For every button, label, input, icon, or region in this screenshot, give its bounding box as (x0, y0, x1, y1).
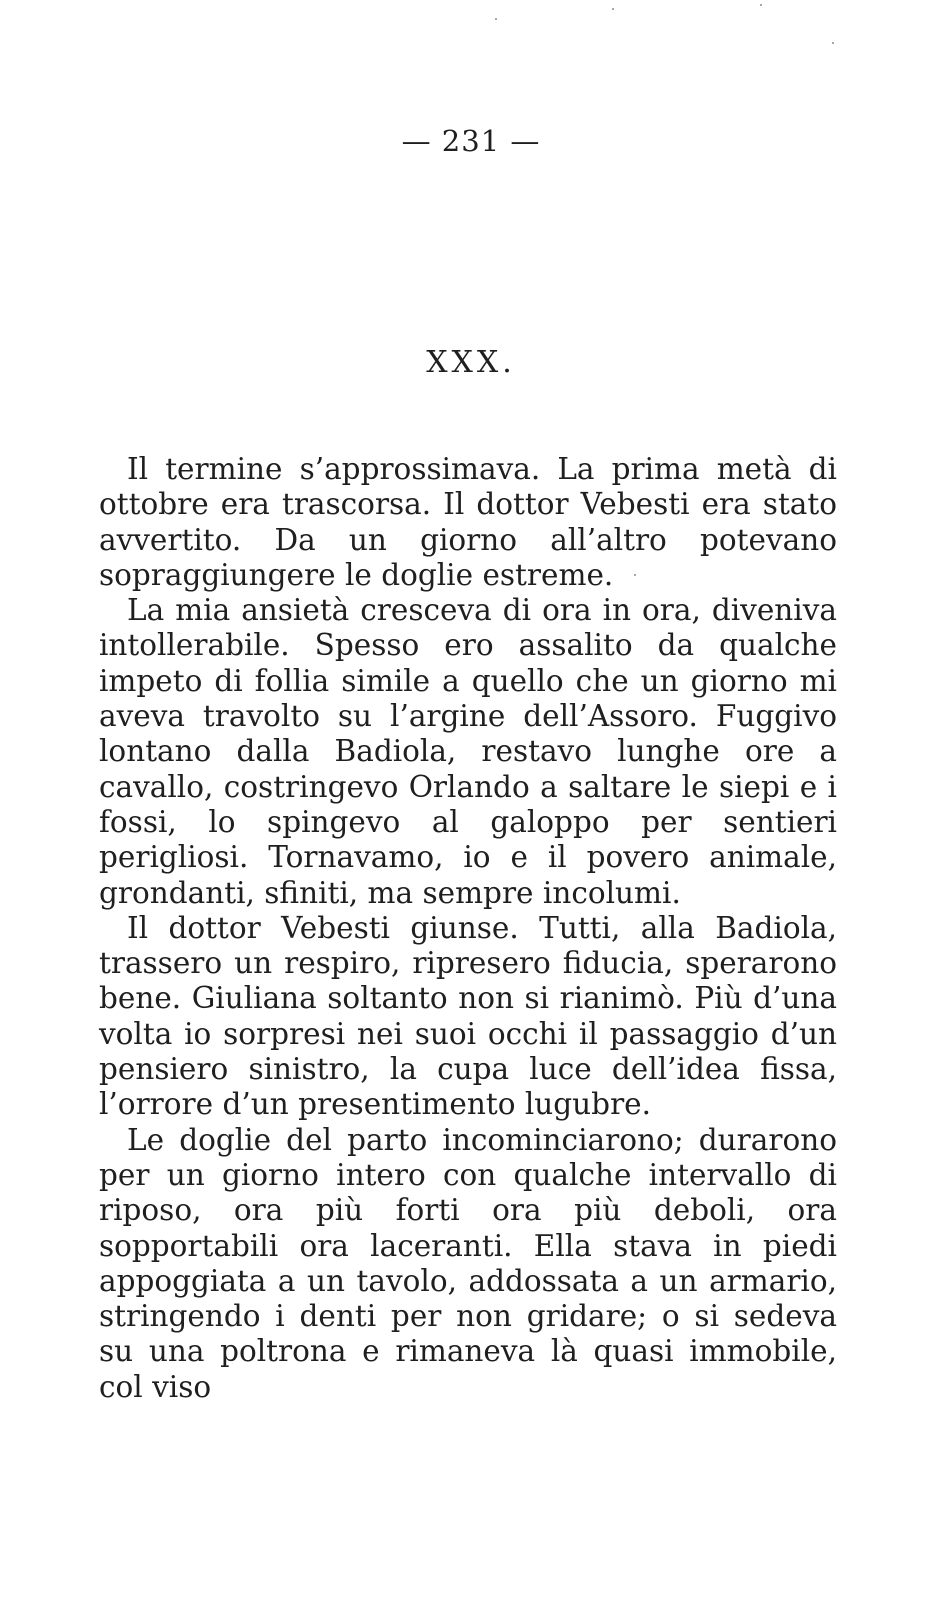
paper-speck (760, 4, 762, 6)
paragraph: Le doglie del parto incominciarono; durarono per un giorno intero con qualche intervallo di riposo, ora più forti ora più deboli, ora sopportabili ora laceranti. Ella stava in piedi appoggiata a un tavolo, addossata a un armario, stringendo i denti per non gridare; o si sedeva su una poltrona e rimaneva là quasi immobile, col viso (99, 1122, 837, 1404)
body-text (99, 452, 837, 1405)
paragraph: Il dottor Vebesti giunse. Tutti, alla Badiola, trassero un respiro, ripresero fiducia, sperarono bene. Giuliana soltanto non si rianimò. Più d’una volta io sorpresi nei suoi occhi il passaggio d’un pensiero sinistro, la cupa luce dell’idea fissa, l’orrore d’un presentimento lugubre. (99, 910, 837, 1122)
paragraph: La mia ansietà cresceva di ora in ora, diveniva intollerabile. Spesso ero assalito da qualche impeto di follia simile a quello che un giorno mi aveva travolto su l’argine dell’Assoro. Fuggivo lontano dalla Badiola, restavo lunghe ore a cavallo, costringevo Orlando a saltare le siepi e i fossi, lo spingevo al galoppo per sentieri perigliosi. Tornavamo, io e il povero animale, grondanti, sfiniti, ma sempre incolumi. (99, 593, 837, 910)
page-number: — 231 — (401, 124, 541, 158)
paper-speck (612, 8, 614, 10)
paragraph: Il termine s’approssimava. La prima metà di ottobre era trascorsa. Il dottor Vebesti era stato avvertito. Da un giorno all’altro potevano sopraggiungere le doglie estreme. (99, 452, 837, 592)
paper-speck (832, 42, 834, 44)
chapter-heading: XXX. (426, 345, 516, 380)
paper-speck (495, 18, 497, 20)
